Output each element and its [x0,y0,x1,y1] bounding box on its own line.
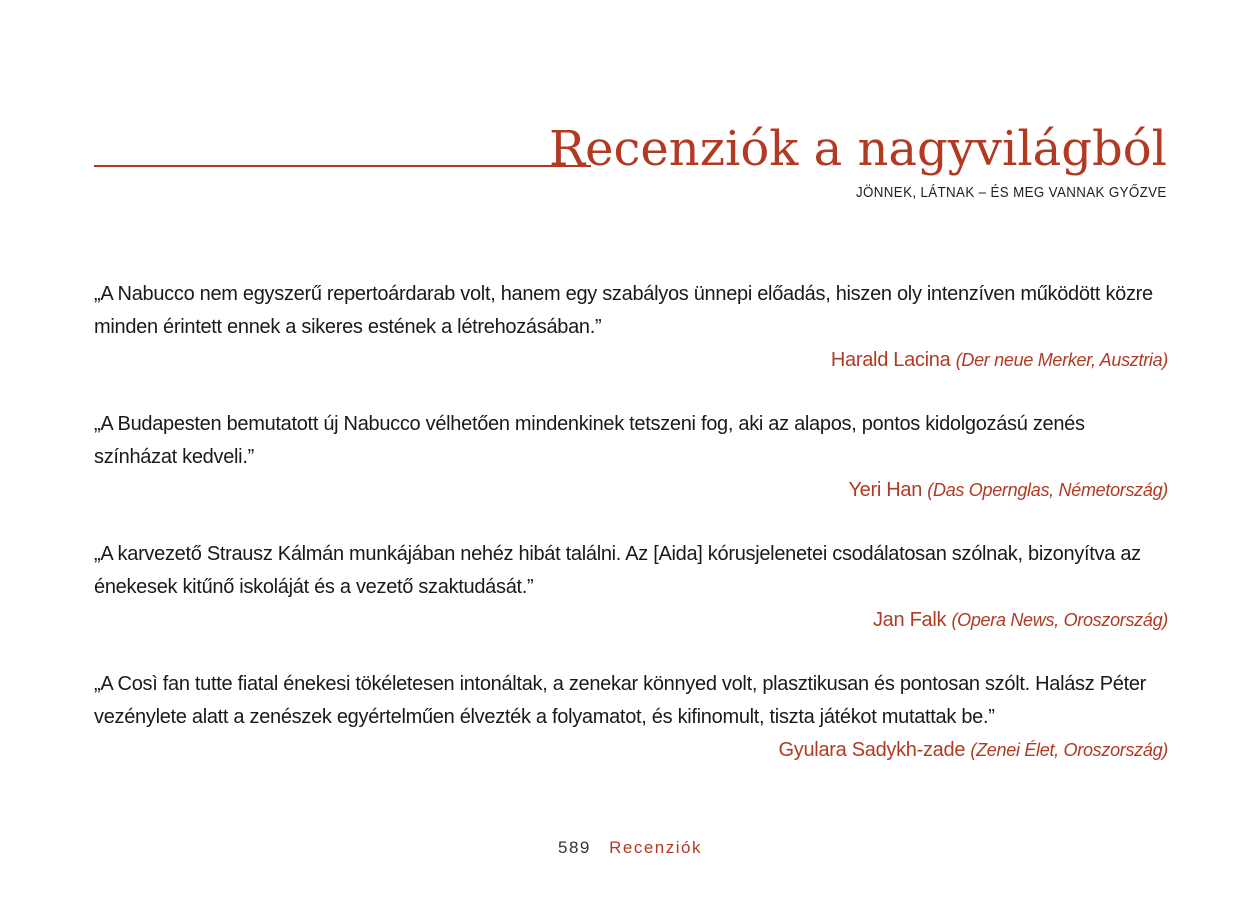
review-quote: „A Nabucco nem egyszerű repertoárdarab volt, hanem egy szabályos ünnepi előadás, hiszen oly intenzíven működött közre minden érintett ennek a sikeres estének a létrehozásában.” [94,283,1153,338]
page-footer [0,836,1260,860]
review-item [94,538,1168,637]
review-author: Jan Falk [872,609,947,631]
review-attribution [94,734,1168,767]
review-item [94,408,1168,507]
review-source: (Opera News, Oroszország) [951,610,1168,630]
review-quote: „A Così fan tutte fiatal énekesi tökéletesen intonáltak, a zenekar könnyed volt, plasztikusan és pontosan szólt. Halász Péter vezénylete alatt a zenészek egyértelműen élvezték a folyamatot, és kifinomult, tiszta játékot mutattak be.” [94,673,1147,728]
review-source: (Zenei Élet, Oroszország) [970,740,1168,760]
review-author: Gyulara Sadykh-zade [778,739,966,761]
page-subtitle: JÖNNEK, LÁTNAK – ÉS MEG VANNAK GYŐZVE [856,185,1167,201]
page-title: Recenziók a nagyvilágból [548,121,1167,177]
review-quote: „A karvezető Strausz Kálmán munkájában nehéz hibát találni. Az [Aida] kórusjelenetei csodálatosan szólnak, bizonyítva az énekesek kitűnő iskoláját és a vezető szaktudását.” [94,543,1141,598]
review-author: Yeri Han [848,479,923,501]
review-item [94,278,1168,377]
page-number: 589 [558,838,591,857]
review-attribution [94,474,1168,507]
review-attribution [94,344,1168,377]
reviews-list [94,278,1168,798]
title-rule [94,165,591,167]
review-source: (Der neue Merker, Ausztria) [955,350,1168,370]
review-source: (Das Opernglas, Németország) [927,480,1168,500]
review-item [94,668,1168,767]
section-name: Recenziók [609,838,702,857]
review-attribution [94,604,1168,637]
review-author: Harald Lacina [830,349,951,371]
review-quote: „A Budapesten bemutatott új Nabucco vélhetően mindenkinek tetszeni fog, aki az alapos, pontos kidolgozású zenés színházat kedveli.” [94,413,1085,468]
